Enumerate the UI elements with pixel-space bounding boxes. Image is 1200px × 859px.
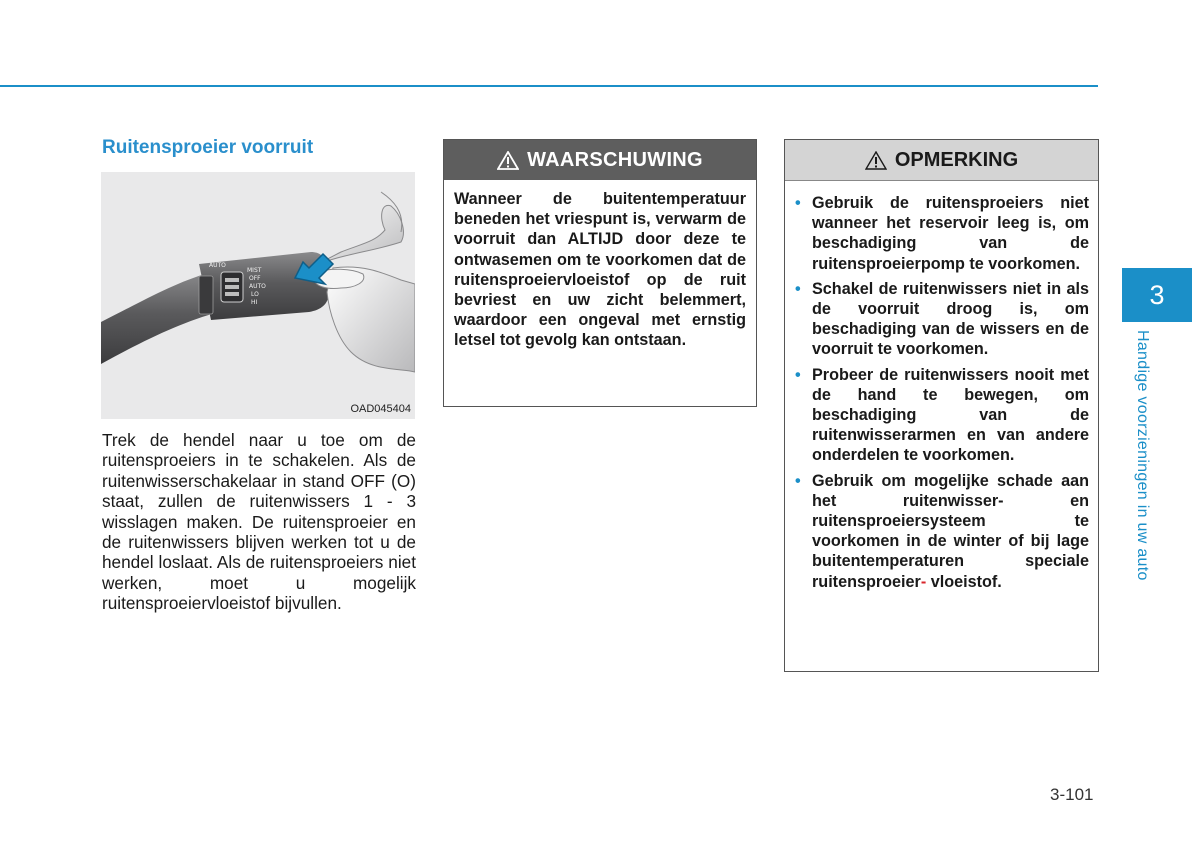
list-item: • Schakel de ruitenwissers niet in als de voorruit droog is, om beschadiging van de wissers en de voorruit te voorkomen.	[795, 279, 1089, 359]
list-item: • Probeer de ruitenwissers nooit met de hand te bewegen, om beschadiging van de ruitenwisserarmen en van andere onderdelen te voorkomen.	[795, 365, 1089, 465]
wiper-stalk-illustration	[101, 172, 415, 419]
chapter-title: Handige voorzieningen in uw auto	[1134, 330, 1151, 581]
body-paragraph: Trek de hendel naar u toe om de ruitensproeiers in te schakelen. Als de ruitenwisserschakelaar in stand OFF (O) staat, zullen de ruitenwissers 1 - 3 wisslagen maken. De ruitensproeier en de ruitenwissers blijven werken tot u de hendel loslaat. Als de ruitensproeiers niet werken, moet u mogelijk ruitensproeiervloeistof bijvullen.	[102, 430, 416, 614]
figure-code: OAD045404	[350, 403, 411, 415]
section-title: Ruitensproeier voorruit	[102, 137, 314, 158]
warning-box	[443, 139, 757, 407]
bullet-icon: •	[795, 279, 801, 298]
stalk-label-auto-top: AUTO	[209, 262, 226, 269]
note-header	[785, 140, 1098, 181]
chapter-tab: 3	[1122, 268, 1192, 322]
bullet-icon: •	[795, 194, 801, 212]
stalk-label-auto: AUTO	[249, 283, 266, 290]
stalk-label-mist: MIST	[247, 267, 262, 274]
warning-text: Wanneer de buitentemperatuur beneden het vriespunt is, verwarm de voorruit dan ALTIJD door deze te ontwasemen om te voorkomen dat de ruitensproeiervloeistof op de ruit bevriest en uw zicht belemmert, waardoor een ongeval met ernstig letsel tot gevolg kan ontstaan.	[454, 190, 746, 350]
warning-header	[444, 140, 756, 180]
warning-triangle-icon	[865, 151, 887, 170]
bullet-icon: •	[795, 471, 801, 490]
stalk-label-lo: LO	[251, 291, 259, 298]
note-box	[784, 139, 1099, 672]
bullet-icon: •	[795, 365, 801, 384]
warning-title: WAARSCHUWING	[527, 148, 703, 171]
note-title: OPMERKING	[894, 148, 1019, 171]
stalk-label-hi: HI	[251, 299, 258, 306]
page-number: 3-101	[1050, 785, 1094, 804]
list-item: • Gebruik om mogelijke schade aan het ruitenwisser- en ruitensproeiersysteem te voorkomen in de winter of bij lage buitentemperaturen speciale ruitensproeier- vloeistof.	[795, 471, 1089, 591]
list-item: • Gebruik de ruitensproeiers niet wanneer het reservoir leeg is, om beschadiging van de ruitensproeierpomp te voorkomen.	[795, 194, 1089, 273]
wiper-stalk-drawing	[101, 172, 415, 419]
note-list	[785, 181, 1098, 592]
top-rule	[0, 85, 1098, 87]
warning-triangle-icon	[497, 151, 519, 170]
stalk-label-off: OFF	[249, 275, 261, 282]
hyphen-mark: -	[920, 572, 927, 591]
